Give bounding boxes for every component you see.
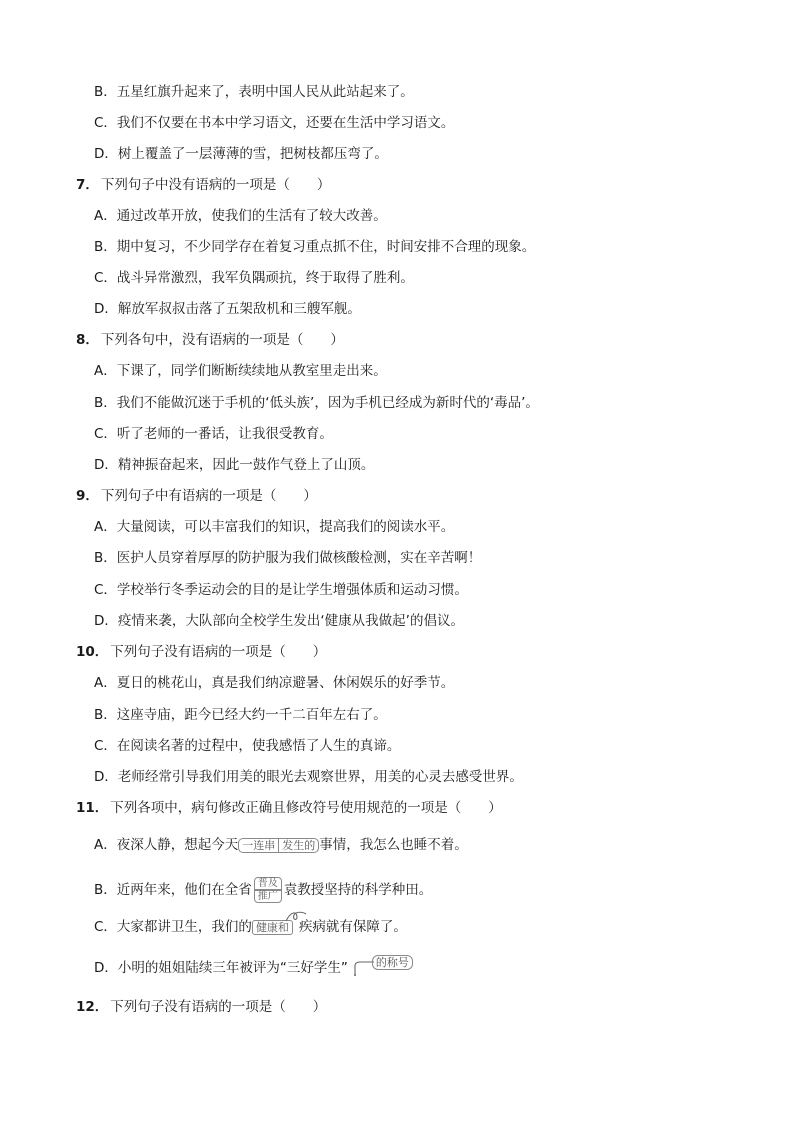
insert-mark xyxy=(352,955,413,977)
q10-option-d: D．老师经常引导我们用美的眼光去观察世界，用美的心灵去感受世界。 xyxy=(94,769,523,785)
option-text: 袁教授坚持的科学种田。 xyxy=(283,882,433,898)
q10-option-c: C．在阅读名著的过程中，使我感悟了人生的真谛。 xyxy=(94,738,401,754)
option-text: 疾病就有保障了。 xyxy=(298,919,407,935)
transpose-mark xyxy=(238,836,319,854)
q9-option-c: C．学校举行冬季运动会的目的是让学生增强体质和运动习惯。 xyxy=(94,582,468,598)
question-11 xyxy=(76,799,502,817)
delete-mark xyxy=(252,918,293,936)
question-stem: 下列句子中有语病的一项是（ ） xyxy=(100,488,317,504)
question-number: 10． xyxy=(76,644,109,660)
option-text: B．近两年来，他们在全省 xyxy=(94,882,252,898)
transpose-mark-right: 发生的 xyxy=(278,838,319,853)
question-10 xyxy=(76,643,326,661)
replace-mark-new-word: 普及 xyxy=(254,877,282,890)
question-12 xyxy=(76,998,326,1016)
question-stem: 下列各项中，病句修改正确且修改符号使用规范的一项是（ ） xyxy=(110,800,502,816)
replace-mark-old-word: 推广 xyxy=(254,890,282,903)
question-number: 7． xyxy=(76,177,99,193)
insert-mark-text: 的称号 xyxy=(372,955,413,970)
q7-option-a: A．通过改革开放，使我们的生活有了较大改善。 xyxy=(94,208,387,224)
question-9 xyxy=(76,487,317,505)
question-number: 11． xyxy=(76,800,109,816)
question-number: 9． xyxy=(76,488,99,504)
replace-mark xyxy=(254,877,282,903)
q8-option-c: C．听了老师的一番话，让我很受教育。 xyxy=(94,426,333,442)
q7-option-b: B．期中复习，不少同学存在着复习重点抓不住，时间安排不合理的现象。 xyxy=(94,239,536,255)
question-stem: 下列句子中没有语病的一项是（ ） xyxy=(100,177,331,193)
transpose-mark-left: 一连串 xyxy=(238,838,278,853)
option-text: A．夜深人静，想起今天 xyxy=(94,837,239,853)
q8-option-b: B．我们不能做沉迷于手机的‘低头族’，因为手机已经成为新时代的‘毒品’。 xyxy=(94,395,539,411)
question-stem: 下列各句中，没有语病的一项是（ ） xyxy=(100,332,344,348)
q6-option-c: C．我们不仅要在书本中学习语文，还要在生活中学习语文。 xyxy=(94,115,455,131)
q8-option-d: D．精神振奋起来，因此一鼓作气登上了山顶。 xyxy=(94,457,375,473)
delete-loop-icon xyxy=(285,909,307,923)
q6-option-b: B．五星红旗升起来了，表明中国人民从此站起来了。 xyxy=(94,84,414,100)
q7-option-c: C．战斗异常激烈，我军负隅顽抗，终于取得了胜利。 xyxy=(94,270,414,286)
option-text: D．小明的姐姐陆续三年被评为“三好学生” xyxy=(94,960,348,976)
q11-option-b xyxy=(94,877,432,903)
insert-caret-icon xyxy=(352,960,374,976)
q10-option-a: A．夏日的桃花山，真是我们纳凉避暑、休闲娱乐的好季节。 xyxy=(94,675,455,691)
q11-option-c xyxy=(94,918,407,936)
q6-option-d: D．树上覆盖了一层薄薄的雪，把树枝都压弯了。 xyxy=(94,146,388,162)
question-number: 8． xyxy=(76,332,99,348)
question-stem: 下列句子没有语病的一项是（ ） xyxy=(110,644,327,660)
question-stem: 下列句子没有语病的一项是（ ） xyxy=(110,999,327,1015)
q9-option-b: B．医护人员穿着厚厚的防护服为我们做核酸检测，实在辛苦啊！ xyxy=(94,550,482,566)
question-number: 12． xyxy=(76,999,109,1015)
q8-option-a: A．下课了，同学们断断续续地从教室里走出来。 xyxy=(94,363,387,379)
q10-option-b: B．这座寺庙，距今已经大约一千二百年左右了。 xyxy=(94,707,387,723)
q9-option-d: D．疫情来袭，大队部向全校学生发出‘健康从我做起’的倡议。 xyxy=(94,613,464,629)
q9-option-a: A．大量阅读，可以丰富我们的知识，提高我们的阅读水平。 xyxy=(94,519,455,535)
q11-option-d xyxy=(94,955,413,977)
option-text: 事情，我怎么也睡不着。 xyxy=(319,837,468,853)
question-8 xyxy=(76,331,344,349)
option-text: C．大家都讲卫生，我们的 xyxy=(94,919,252,935)
question-7 xyxy=(76,176,330,194)
delete-mark-text: 健康和 xyxy=(252,920,293,935)
q11-option-a xyxy=(94,836,468,854)
q7-option-d: D．解放军叔叔击落了五架敌机和三艘军舰。 xyxy=(94,301,361,317)
